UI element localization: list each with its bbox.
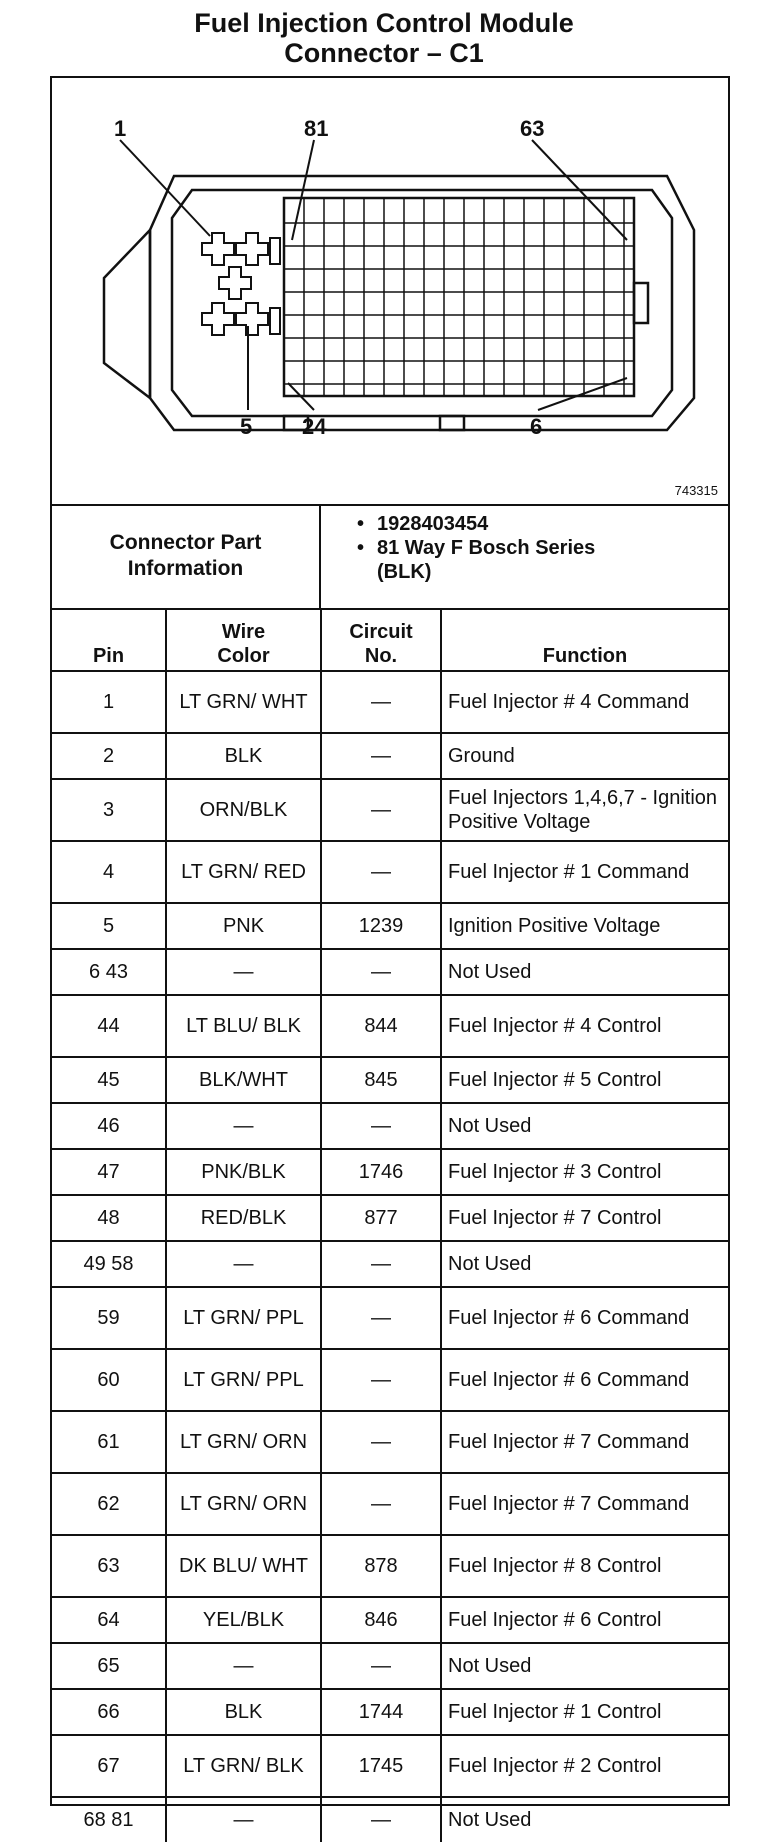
- function-cell: Fuel Injector # 4 Control: [441, 995, 728, 1057]
- table-row: [52, 1195, 728, 1241]
- pinout-table: [52, 608, 728, 1842]
- pin-cell: 1: [52, 671, 166, 733]
- table-row: [52, 1349, 728, 1411]
- connector-info-item: [357, 536, 728, 584]
- pin-cell: 65: [52, 1643, 166, 1689]
- pin-cell: 49 58: [52, 1241, 166, 1287]
- header-wire-color: [166, 608, 321, 671]
- circuit-cell: 846: [321, 1597, 441, 1643]
- pin-callout-81: 81: [304, 116, 329, 141]
- wire-color-cell: LT GRN/ WHT: [166, 671, 321, 733]
- pin-callout-24: 24: [302, 414, 327, 439]
- wire-color-cell: LT GRN/ RED: [166, 841, 321, 903]
- table-row: [52, 1735, 728, 1797]
- wire-color-cell: —: [166, 949, 321, 995]
- circuit-cell: 844: [321, 995, 441, 1057]
- header-circuit-no: [321, 608, 441, 671]
- table-row: [52, 949, 728, 995]
- wire-color-cell: PNK: [166, 903, 321, 949]
- circuit-cell: 877: [321, 1195, 441, 1241]
- header-circuit-no-line-2: No.: [364, 645, 398, 667]
- wire-color-cell: DK BLU/ WHT: [166, 1535, 321, 1597]
- title-line-1: Fuel Injection Control Module: [194, 8, 574, 38]
- function-cell: Fuel Injector # 7 Command: [441, 1473, 728, 1535]
- pin-cell: 45: [52, 1057, 166, 1103]
- pin-cell: 6 43: [52, 949, 166, 995]
- function-cell: Not Used: [441, 1103, 728, 1149]
- circuit-cell: 1744: [321, 1689, 441, 1735]
- function-cell: Fuel Injector # 2 Control: [441, 1735, 728, 1797]
- pin-cell: 66: [52, 1689, 166, 1735]
- pin-cell: 2: [52, 733, 166, 779]
- circuit-cell: 1745: [321, 1735, 441, 1797]
- pin-callout-1: 1: [114, 116, 127, 141]
- wire-color-cell: BLK: [166, 1689, 321, 1735]
- circuit-cell: 1239: [321, 903, 441, 949]
- pin-cell: 63: [52, 1535, 166, 1597]
- table-row: [52, 1411, 728, 1473]
- table-row: [52, 903, 728, 949]
- pin-callout-5: 5: [240, 414, 253, 439]
- circuit-cell: 1746: [321, 1149, 441, 1195]
- pin-cell: 59: [52, 1287, 166, 1349]
- header-wire-color-line-1: Wire: [221, 621, 266, 643]
- pin-cell: 4: [52, 841, 166, 903]
- function-cell: Fuel Injector # 6 Control: [441, 1597, 728, 1643]
- figure-number: 743315: [674, 483, 718, 498]
- table-row: [52, 1241, 728, 1287]
- table-row: [52, 1149, 728, 1195]
- wire-color-cell: YEL/BLK: [166, 1597, 321, 1643]
- page-title: [0, 8, 768, 68]
- circuit-cell: —: [321, 779, 441, 841]
- circuit-cell: —: [321, 1103, 441, 1149]
- function-cell: Not Used: [441, 949, 728, 995]
- connector-part-information: [52, 504, 728, 610]
- table-row: [52, 1287, 728, 1349]
- header-function: Function: [441, 608, 728, 671]
- function-cell: Fuel Injector # 1 Control: [441, 1689, 728, 1735]
- table-row: [52, 671, 728, 733]
- circuit-cell: —: [321, 1287, 441, 1349]
- table-row: [52, 733, 728, 779]
- function-cell: Fuel Injector # 1 Command: [441, 841, 728, 903]
- pin-cell: 47: [52, 1149, 166, 1195]
- wire-color-cell: RED/BLK: [166, 1195, 321, 1241]
- table-row: [52, 1057, 728, 1103]
- wire-color-cell: BLK/WHT: [166, 1057, 321, 1103]
- wire-color-cell: LT GRN/ PPL: [166, 1349, 321, 1411]
- function-cell: Not Used: [441, 1643, 728, 1689]
- function-cell: Ignition Positive Voltage: [441, 903, 728, 949]
- connector-part-number: 1928403454: [377, 513, 489, 535]
- function-cell: Fuel Injector # 7 Command: [441, 1411, 728, 1473]
- pin-cell: 61: [52, 1411, 166, 1473]
- function-cell: Fuel Injector # 8 Control: [441, 1535, 728, 1597]
- circuit-cell: —: [321, 1643, 441, 1689]
- connector-figure: [52, 78, 728, 506]
- function-cell: Fuel Injector # 3 Control: [441, 1149, 728, 1195]
- circuit-cell: —: [321, 1241, 441, 1287]
- table-row: [52, 1797, 728, 1842]
- circuit-cell: —: [321, 1473, 441, 1535]
- circuit-cell: 845: [321, 1057, 441, 1103]
- wire-color-cell: LT GRN/ ORN: [166, 1411, 321, 1473]
- circuit-cell: —: [321, 1797, 441, 1842]
- connector-info-item: [357, 512, 728, 536]
- table-row: [52, 1473, 728, 1535]
- table-row: [52, 841, 728, 903]
- pin-callout-63: 63: [520, 116, 545, 141]
- pin-cell: 67: [52, 1735, 166, 1797]
- pin-cell: 60: [52, 1349, 166, 1411]
- wire-color-cell: LT BLU/ BLK: [166, 995, 321, 1057]
- wire-color-cell: LT GRN/ ORN: [166, 1473, 321, 1535]
- bullet-icon: •: [357, 513, 365, 535]
- pin-cell: 44: [52, 995, 166, 1057]
- function-cell: Fuel Injector # 6 Command: [441, 1287, 728, 1349]
- function-cell: Fuel Injector # 6 Command: [441, 1349, 728, 1411]
- circuit-cell: —: [321, 949, 441, 995]
- wire-color-cell: BLK: [166, 733, 321, 779]
- function-cell: Fuel Injector # 7 Control: [441, 1195, 728, 1241]
- connector-description: 81 Way F Bosch Series (BLK): [377, 537, 596, 583]
- circuit-cell: —: [321, 841, 441, 903]
- connector-info-list: [321, 504, 728, 608]
- pin-callout-6: 6: [530, 414, 543, 439]
- pin-cell: 3: [52, 779, 166, 841]
- wire-color-cell: —: [166, 1643, 321, 1689]
- circuit-cell: —: [321, 1411, 441, 1473]
- function-cell: Fuel Injector # 4 Command: [441, 671, 728, 733]
- table-row: [52, 1535, 728, 1597]
- header-circuit-no-line-1: Circuit: [349, 621, 413, 643]
- title-line-2: Connector – C1: [284, 38, 484, 68]
- pin-cell: 48: [52, 1195, 166, 1241]
- function-cell: Not Used: [441, 1797, 728, 1842]
- function-cell: Not Used: [441, 1241, 728, 1287]
- circuit-cell: —: [321, 1349, 441, 1411]
- table-row: [52, 1597, 728, 1643]
- header-pin: Pin: [52, 608, 166, 671]
- circuit-cell: —: [321, 733, 441, 779]
- table-header-row: [52, 608, 728, 671]
- pin-cell: 68 81: [52, 1797, 166, 1842]
- circuit-cell: —: [321, 671, 441, 733]
- pin-cell: 5: [52, 903, 166, 949]
- table-row: [52, 1103, 728, 1149]
- connector-drawing: [52, 78, 728, 504]
- wire-color-cell: —: [166, 1797, 321, 1842]
- pin-cell: 62: [52, 1473, 166, 1535]
- header-wire-color-line-2: Color: [217, 645, 270, 667]
- connector-info-label-line-2: Information: [127, 557, 244, 580]
- wire-color-cell: —: [166, 1241, 321, 1287]
- table-row: [52, 779, 728, 841]
- wire-color-cell: —: [166, 1103, 321, 1149]
- wire-color-cell: PNK/BLK: [166, 1149, 321, 1195]
- table-row: [52, 1689, 728, 1735]
- circuit-cell: 878: [321, 1535, 441, 1597]
- table-row: [52, 995, 728, 1057]
- function-cell: Ground: [441, 733, 728, 779]
- function-cell: Fuel Injectors 1,4,6,7 - Ignition Positive Voltage: [441, 779, 728, 841]
- wire-color-cell: LT GRN/ PPL: [166, 1287, 321, 1349]
- pin-cell: 64: [52, 1597, 166, 1643]
- connector-sheet: [50, 76, 730, 1831]
- connector-info-label-line-1: Connector Part: [109, 531, 262, 554]
- function-cell: Fuel Injector # 5 Control: [441, 1057, 728, 1103]
- bullet-icon: •: [357, 537, 365, 559]
- pin-cell: 46: [52, 1103, 166, 1149]
- wire-color-cell: ORN/BLK: [166, 779, 321, 841]
- connector-info-label: [52, 504, 321, 608]
- wire-color-cell: LT GRN/ BLK: [166, 1735, 321, 1797]
- table-row: [52, 1643, 728, 1689]
